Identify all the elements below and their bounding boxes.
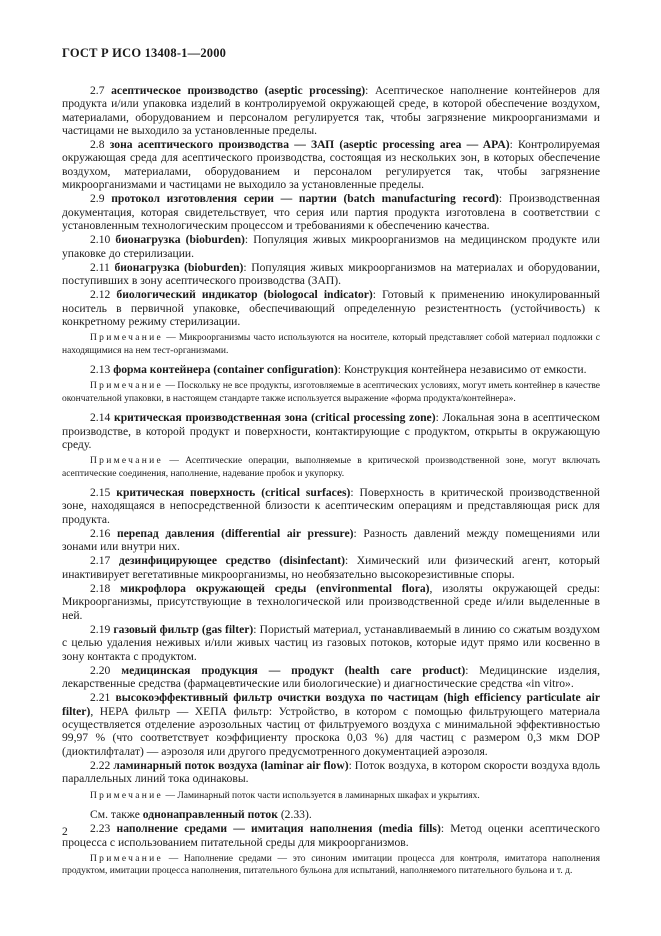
- note-label: Примечание: [90, 853, 164, 864]
- see-also: [62, 808, 600, 821]
- entry-definition: : Асептическое наполнение контейнеров для продукта и/или упаковка изделий в контролируемой окружающей среде, в которой обеспечение воздухом, материалами, оборудованием и персоналом регулируется так, чтобы загрязнение микроорганизмами и частицами не выходило за установленные пределы.: [62, 84, 600, 137]
- note-text: Наполнение средами — это синоним имитации процесса для контроля, имитатора наполнения продуктом, имитации процесса наполнения, питательного бульона для испытаний, наполняемого питательного бульона и т. д.: [62, 853, 600, 877]
- see-also-prefix: См. также: [90, 807, 143, 821]
- definitions-list: [62, 84, 600, 878]
- entry-definition: : Производственная документация, которая свидетельствует, что серия или партия продукта изготовлена в соответствии с установленным технологическим процессом и требованиями к обеспечению качества.: [62, 192, 600, 232]
- entry-number: 2.19: [90, 622, 111, 636]
- entry-number: 2.8: [90, 138, 105, 152]
- entry-note: Примечание — Асептические операции, выполняемые в критической производственной зоне, могут включать асептические соединения, наполнение, надевание пробок и укупорку.: [62, 456, 600, 479]
- entry-definition: , изоляты окружающей среды: Микроорганизмы, присутствующие в технологической или производственной среде и/или выделенные в ней.: [62, 582, 600, 622]
- definition-entry: [62, 138, 600, 191]
- entry-number: 2.20: [90, 663, 111, 677]
- entry-definition: : Медицинские изделия, лекарственные средства (фармацевтические или биологические) и диагностические средства «in vitro».: [62, 663, 600, 691]
- entry-number: 2.11: [90, 260, 110, 274]
- entry-term: зона асептического производства — ЗАП (aseptic processing area — APA): [109, 138, 510, 152]
- note-text: Поскольку не все продукты, изготовляемые в асептических условиях, могут иметь контейнер в качестве окончательной упаковки, в настоящем стандарте также используется выражение «форма продукта/контейнера».: [62, 381, 601, 404]
- definition-entry: [62, 486, 600, 526]
- note-text: Микроорганизмы часто используются на носителе, который представляет собой материал подложки с находящимися на нем тест-организмами.: [62, 333, 601, 356]
- entry-number: 2.18: [90, 582, 111, 596]
- entry-definition: : Поверхность в критической производственной зоне, находящаяся в непосредственной близости к асептическим операциям и представляющая риск для продукта.: [62, 485, 600, 526]
- definition-entry: [62, 691, 600, 757]
- entry-term: перепад давления (differential air pressure): [116, 526, 354, 540]
- entry-note: Примечание — Ламинарный поток части используется в ламинарных шкафах и укрытиях.: [90, 790, 480, 801]
- definition-entry: [62, 582, 600, 622]
- entry-term: бионагрузка (bioburden): [114, 260, 244, 274]
- entry-term: биологический индикатор (biologocal indicator): [116, 288, 373, 302]
- entry-definition: , HEPA фильтр — ХЕПА фильтр: Устройство, в котором с помощью фильтрующего материала осуществляется отделение аэрозольных частиц от фильтруемого воздуха с минимальной эффективностью 99,97 % (что соответствует коэффициенту проскока 0,03 %) для частиц с размером 0,3 мкм DOP (диоктилфталат) — аэрозоля или другого предусмотренного документацией аэрозоля.: [62, 704, 600, 758]
- definition-entry: [62, 411, 600, 451]
- definition-entry: [62, 623, 600, 663]
- entry-number: 2.15: [90, 485, 111, 499]
- note-text: Асептические операции, выполняемые в критической производственной зоне, могут включать асептические соединения, наполнение, надевание пробок и укупорку.: [62, 456, 600, 479]
- entry-definition: : Контролируемая окружающая среда для асептического производства, состоящая из нескольких зон, в которых обеспечение воздухом, материалами, оборудованием и персоналом регулируется так, чтобы загрязнение микроорганизмами и частицами не выходило за установленные пределы.: [62, 138, 600, 192]
- entry-definition: : Химический или физический агент, который инактивирует вегетативные микроорганизмы, но необязательно высокорезистивные споры.: [62, 554, 600, 581]
- see-also-term: однонаправленный поток: [142, 807, 278, 821]
- note-label: Примечание: [90, 456, 164, 467]
- entry-definition: : Локальная зона в асептическом производстве, в которой продукт и поверхности, контактирующие с продуктом, открыты в окружающую среду.: [62, 411, 601, 451]
- note-label: Примечание: [90, 381, 164, 392]
- entry-term: дезинфицирующее средство (disinfectant): [118, 554, 345, 568]
- entry-definition: : Разность давлений между помещениями или зонами или внутри них.: [62, 526, 600, 554]
- definition-entry: [62, 527, 600, 554]
- entry-term: асептическое производство (aseptic processing): [111, 84, 366, 97]
- entry-number: 2.10: [90, 233, 111, 247]
- definition-entry: [62, 84, 600, 137]
- definition-entry: [62, 192, 600, 232]
- entry-term: протокол изготовления серии — партии (batch manufacturing record): [111, 192, 499, 206]
- definition-entry: [62, 363, 600, 376]
- entry-term: наполнение средами — имитация наполнения (media fills): [116, 822, 441, 836]
- entry-definition: : Пористый материал, устанавливаемый в линию со сжатым воздухом с целью удаления неживых и/или живых частиц из газовых потоков, которые идут прямо или косвенно в зону контакта с продуктом.: [62, 622, 600, 663]
- entry-term: газовый фильтр (gas filter): [113, 622, 254, 636]
- entry-definition: : Популяция живых микроорганизмов на медицинском продукте или упаковке до стерилизации.: [62, 233, 600, 260]
- entry-definition: : Метод оценки асептического процесса с использованием питательной среды для микроорганизмов.: [62, 822, 600, 849]
- definition-entry: [62, 664, 600, 691]
- entry-term: высокоэффективный фильтр очистки воздуха по частицам (high efficiency particulate air filter): [62, 691, 600, 718]
- entry-term: микрофлора окружающей среды (environmental flora): [120, 582, 430, 596]
- entry-number: 2.12: [90, 288, 111, 302]
- note-text: Ламинарный поток части используется в ламинарных шкафах и укрытиях.: [177, 790, 480, 801]
- definition-entry: [62, 233, 600, 260]
- entry-term: форма контейнера (container configuration): [113, 363, 338, 377]
- entry-number: 2.16: [90, 526, 111, 540]
- entry-number: 2.7: [90, 84, 105, 97]
- see-also-suffix: (2.33).: [277, 807, 312, 821]
- page-number: 2: [62, 826, 68, 838]
- note-label: Примечание: [90, 333, 164, 344]
- entry-term: бионагрузка (bioburden): [115, 233, 245, 247]
- entry-definition: : Конструкция контейнера независимо от емкости.: [337, 363, 587, 377]
- definition-entry: [62, 288, 600, 328]
- entry-definition: : Поток воздуха, в котором скорости воздуха вдоль параллельных линий тока одинаковы.: [62, 758, 600, 786]
- entry-number: 2.13: [90, 363, 111, 377]
- entry-number: 2.23: [90, 822, 111, 836]
- definition-entry: [62, 759, 600, 786]
- entry-note: Примечание — Поскольку не все продукты, изготовляемые в асептических условиях, могут иметь контейнер в качестве окончательной упаковки, в настоящем стандарте также используется выражение «форма продукта/контейнера».: [62, 381, 601, 404]
- definition-entry: [62, 822, 600, 849]
- definition-entry: [62, 554, 600, 581]
- entry-term: критическая производственная зона (critical processing zone): [114, 411, 436, 425]
- entry-number: 2.21: [90, 691, 111, 705]
- entry-term: ламинарный поток воздуха (laminar air flow): [113, 758, 349, 772]
- entry-definition: : Готовый к применению инокулированный носитель в первичной упаковке, обеспечивающий определенную резистентность (устойчивость) к конкретному режиму стерилизации.: [62, 288, 600, 329]
- entry-definition: : Популяция живых микроорганизмов на материалах и оборудовании, поступивших в зону асептического производства (ЗАП).: [62, 260, 600, 288]
- entry-note: Примечание — Микроорганизмы часто используются на носителе, который представляет собой материал подложки с находящимися на нем тест-организмами.: [62, 333, 601, 356]
- definition-entry: [62, 261, 600, 288]
- entry-number: 2.22: [90, 758, 111, 772]
- entry-term: критическая поверхность (critical surfaces): [116, 485, 351, 499]
- page-header: ГОСТ Р ИСО 13408-1—2000: [62, 46, 227, 60]
- document-page: [62, 46, 600, 884]
- note-label: Примечание: [90, 790, 164, 801]
- entry-number: 2.14: [90, 411, 111, 425]
- entry-term: медицинская продукция — продукт (health care product): [121, 663, 466, 677]
- entry-note: Примечание — Наполнение средами — это синоним имитации процесса для контроля, имитатора наполнения продуктом, имитации процесса наполнения, питательного бульона для испытаний, наполняемого питательного бульона и т. д.: [62, 853, 600, 877]
- entry-number: 2.17: [90, 554, 111, 568]
- entry-number: 2.9: [90, 192, 105, 206]
